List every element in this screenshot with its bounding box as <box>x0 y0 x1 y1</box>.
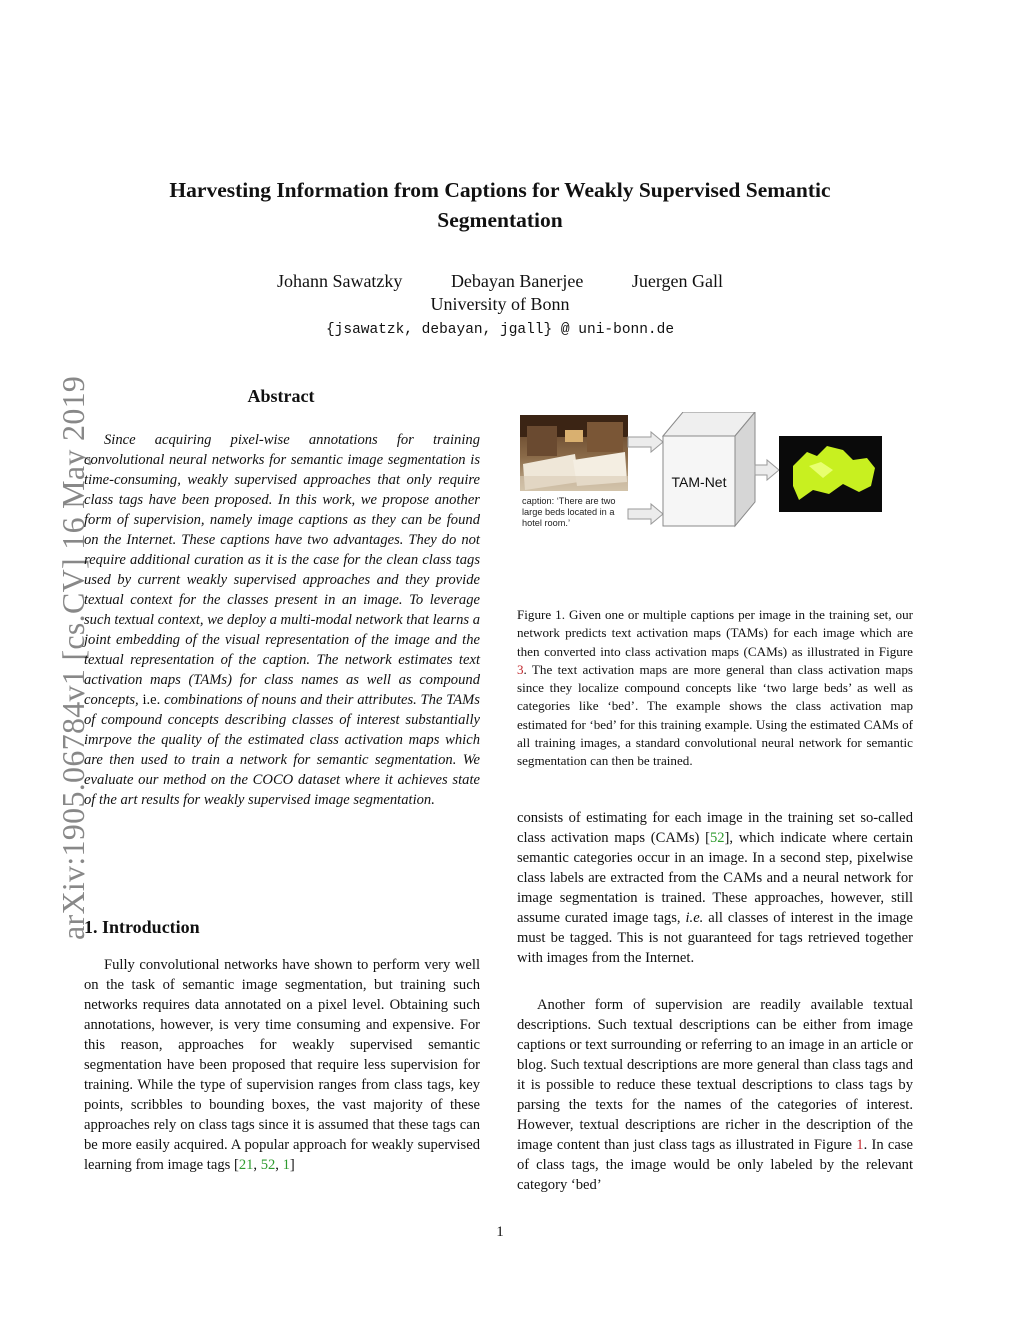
tam-net-label: TAM-Net <box>671 474 727 490</box>
p2-text-b: . In case of class tags, the image would be only labeled by the relevant category ‘bed’ <box>517 1137 913 1193</box>
citation-link[interactable]: 52 <box>709 830 725 846</box>
intro-bracket: ] <box>289 1157 295 1173</box>
p1-text-c: all classes of interest in the image must be tagged. This is not guaranteed for tags retrieved together with images from the Internet. <box>517 910 914 966</box>
author-list <box>0 271 1000 292</box>
intro-text: Fully convolutional networks have shown to perform very well on the task of semantic image segmentation, but training such networks requires data annotated on a pixel level. Obtaining such annotations, however, is very time consuming and expensive. For this reason, approaches for weakly supervised semantic segmentation have been proposed that require less supervision for training. While the type of supervision ranges from class tags, key points, scribbles to bounding boxes, the vast majority of these approaches rely on class tags since it is assumed that these tags can be more easily acquired. A popular approach for weakly supervised learning from image tags [ <box>84 957 480 1173</box>
intro-heading: 1. Introduction <box>84 917 200 937</box>
abstract-text-a: Since acquiring pixel-wise annotations for training convolutional neural networks for semantic image segmentation is time-consuming, weakly supervised approaches that only require class tags have been proposed. In this work, we propose another form of supervision, namely image captions as they can be found on the Internet. These captions have two advantages. They do not require additional curation as it is the case for the clean class tags used by current weakly supervised approaches and they provide textual context for the classes present in an image. To leverage such textual context, we deploy a multi-modal network that learns a joint embedding of the visual representation of the image and the textual representation of the caption. The network estimates text activation maps (TAMs) for class names as well as compound concepts, <box>84 432 480 708</box>
affiliation: University of Bonn <box>430 294 570 314</box>
author-3: Juergen Gall <box>631 271 724 291</box>
col2-paragraph-1 <box>517 808 913 968</box>
p2-text-a: Another form of supervision are readily available textual descriptions. Such textual descriptions can be either from image captions or text surrounding or referring to an image in an article or blog. Such textual descriptions are more general than class tags and it is possible to reduce these textual descriptions to class tags by parsing the texts for the names of the categories of interest. However, textual descriptions are richer in the description of the image content than just class tags as illustrated in Figure <box>517 997 913 1153</box>
intro-body: Fully convolutional networks have shown to perform very well on the task of semantic image segmentation, but training such networks requires data annotated on a pixel level. Obtaining such annotations, however, is very time consuming and expensive. For this reason, approaches for weakly supervised semantic segmentation have been proposed that require less supervision for training. While the type of supervision ranges from class tags, key points, scribbles to bounding boxes, the vast majority of these approaches rely on class tags since it is assumed that these tags can be more easily acquired. A popular approach for weakly supervised learning from image tags [21, 52, 1] <box>84 957 480 1173</box>
citation-link[interactable]: 52 <box>260 1157 276 1173</box>
author-emails: {jsawatzk, debayan, jgall} @ uni-bonn.de <box>325 322 675 338</box>
abstract-heading: Abstract <box>247 386 315 406</box>
p1-text-a: consists of estimating for each image in the training set so-called class activation maps (CAMs) [ <box>517 810 913 846</box>
paper-title <box>0 175 1000 235</box>
figure-caption-input: caption: ‘There are two large beds located in a hotel room.’ <box>522 496 616 528</box>
arxiv-stamp <box>8 340 91 940</box>
abstract-body <box>84 430 480 810</box>
author-2: Debayan Banerjee <box>450 271 584 291</box>
citation-link[interactable]: 21 <box>238 1157 254 1173</box>
caption-text-b: . The text activation maps are more general than class activation maps since they localize compound concepts like ‘two large beds’ as well as categories like ‘bed’. The example shows the class activation map estimated for ‘bed’ for this training example. Using the estimated CAMs of all training images, a standard convolutional neural network for semantic segmentation can then be trained. <box>517 661 913 769</box>
class-activation-map <box>779 436 882 512</box>
citation-link[interactable]: 1 <box>282 1157 290 1173</box>
abstract-ie: i.e. <box>142 692 161 708</box>
p1-ie: i.e. <box>685 910 704 926</box>
output-arrow <box>755 460 779 480</box>
title-line-2: Segmentation <box>437 208 563 232</box>
caption-text-a: Figure 1. Given one or multiple captions per image in the training set, our network predicts text activation maps (TAMs) for each image which are then converted into class activation maps (CAMs) as illustrated in Figure <box>517 607 913 659</box>
input-arrows <box>628 432 663 524</box>
figure-ref-link[interactable]: 1 <box>856 1137 864 1153</box>
figure-1-caption <box>517 606 913 771</box>
tam-net-cube <box>663 412 755 526</box>
arxiv-id: arXiv:1905.06784v1 [cs.CV] 16 May 2019 <box>55 375 91 940</box>
p1-text-b: ], which indicate where certain semantic categories occur in an image. In a second step, pixelwise class labels are extracted from the CAMs and a neural network for image segmentation is trained. These approaches, however, still assume curated image tags, <box>517 830 913 926</box>
author-1: Johann Sawatzky <box>276 271 403 291</box>
figure-ref-link[interactable]: 3 <box>517 661 524 677</box>
page-number: 1 <box>496 1224 504 1240</box>
abstract-text-b: combinations of nouns and their attributes. The TAMs of compound concepts describing classes of interest substantially imrpove the quality of the estimated class activation maps which are then used to train a network for semantic segmentation. We evaluate our method on the COCO dataset where it achieves state of the art results for weakly supervised image segmentation. <box>84 692 480 808</box>
col2-paragraph-2 <box>517 995 913 1195</box>
hotel-room-photo <box>520 415 628 491</box>
title-line-1: Harvesting Information from Captions for Weakly Supervised Semantic <box>169 178 831 202</box>
